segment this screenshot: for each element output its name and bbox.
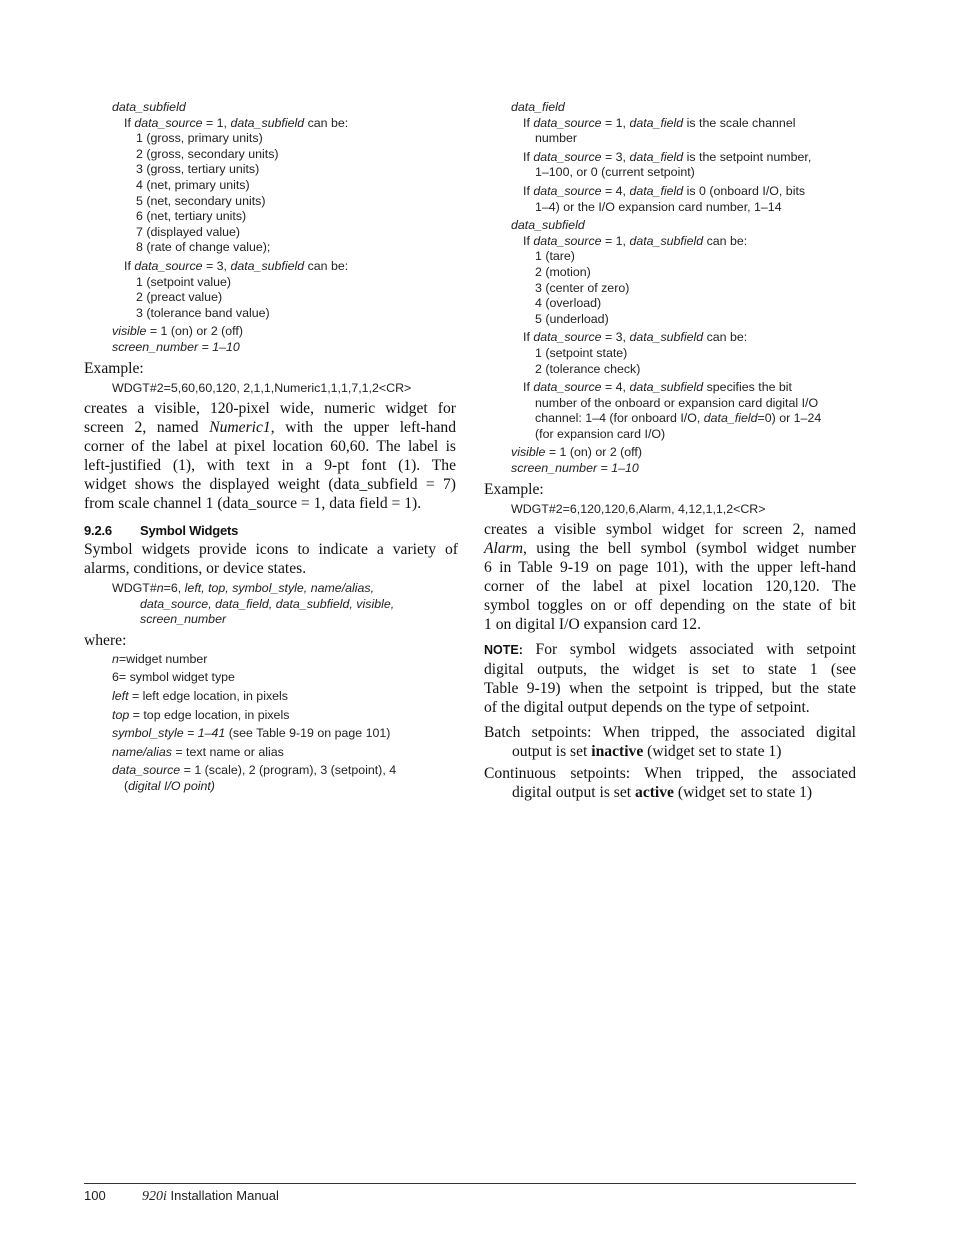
condition-line: If data_source = 3, data_subfield can be:: [523, 330, 748, 345]
list-item: 2 (preact value): [136, 290, 223, 305]
param-symbol-style: symbol_style = 1–41 (see Table 9-19 on page 101): [112, 726, 391, 741]
list-item: 2 (tolerance check): [535, 361, 641, 376]
example-command: WDGT#2=6,120,120,6,Alarm, 4,12,1,1,2<CR>: [511, 501, 766, 516]
param-name-alias: name/alias = text name or alias: [112, 744, 284, 759]
example-command: WDGT#2=5,60,60,120, 2,1,1,Numeric1,1,1,7,1,2<CR>: [112, 380, 412, 395]
batch-setpoints: Batch setpoints: When tripped, the associated digital output is set inactive (widget set to state 1): [484, 724, 856, 761]
param-n: n=widget number: [112, 651, 208, 666]
param-title-data-field: data_field: [511, 100, 565, 114]
list-item: 1 (setpoint value): [136, 274, 232, 289]
list-item: 3 (tolerance band value): [136, 305, 270, 320]
section-intro: Symbol widgets provide icons to indicate a variety of alarms, conditions, or device states.: [84, 541, 458, 578]
param-type: 6= symbol widget type: [112, 670, 235, 685]
condition-line: If data_source = 4, data_subfield specifies the bit: [523, 380, 793, 395]
condition-line: If data_source = 1, data_subfield can be:: [124, 115, 349, 130]
list-item: 5 (net, secondary units): [136, 193, 266, 208]
manual-title: 920i: [142, 1189, 167, 1204]
where-label: where:: [84, 631, 127, 649]
list-item: 8 (rate of change value);: [136, 240, 271, 255]
left-column: [84, 100, 458, 795]
condition-continuation: number: [535, 131, 578, 146]
list-item: 2 (motion): [535, 264, 591, 279]
list-item: 7 (displayed value): [136, 224, 241, 239]
page-number: 100: [84, 1188, 106, 1203]
list-item: 1 (gross, primary units): [136, 131, 263, 146]
section-heading: 9.2.6 Symbol Widgets: [84, 523, 239, 539]
note-label: NOTE:: [484, 643, 523, 658]
example-label: Example:: [84, 359, 144, 377]
list-item: 1 (setpoint state): [535, 345, 628, 360]
footer-rule: [84, 1183, 856, 1184]
example-description: creates a visible, 120-pixel wide, numeric widget for screen 2, named Numeric1, with the upper left-hand corner of the label at pixel location 60,60. The label is left-justified (1), with text in a 9-pt font (1). The widget shows the displayed weight (data_subfield = 7) from scale channel 1 (data_source = 1, data field = 1).: [84, 400, 456, 513]
list-item: 5 (underload): [535, 311, 609, 326]
param-title-data-subfield: data_subfield: [112, 100, 186, 114]
syntax-block: WDGT#n=6, left, top, symbol_style, name/alias, data_source, data_field, data_subfield, visible, screen_number: [112, 581, 395, 627]
condition-line: If data_source = 4, data_field is 0 (onboard I/O, bits: [523, 183, 806, 198]
condition-continuation: number of the onboard or expansion card digital I/O: [535, 395, 819, 410]
condition-continuation: channel: 1–4 (for onboard I/O, data_field=0) or 1–24: [535, 411, 822, 426]
list-item: 1 (tare): [535, 249, 575, 264]
list-item: 3 (center of zero): [535, 280, 630, 295]
param-visible: visible = 1 (on) or 2 (off): [511, 445, 642, 460]
right-column: [484, 100, 858, 802]
list-item: 6 (net, tertiary units): [136, 209, 247, 224]
continuous-setpoints: Continuous setpoints: When tripped, the associated digital output is set active (widget set to state 1): [484, 765, 856, 802]
condition-line: If data_source = 1, data_field is the scale channel: [523, 115, 796, 130]
condition-continuation: (for expansion card I/O): [535, 426, 666, 441]
condition-continuation: 1–100, or 0 (current setpoint): [535, 165, 695, 180]
condition-continuation: 1–4) or the I/O expansion card number, 1–14: [535, 199, 782, 214]
list-item: 4 (net, primary units): [136, 177, 250, 192]
param-title-data-subfield: data_subfield: [511, 218, 585, 233]
note-block: NOTE: For symbol widgets associated with setpoint digital outputs, the widget is set to state 1 (see Table 9-19) when the setpoint is tripped, but the state of the digital output depends on the type of setpoint.: [484, 641, 856, 717]
param-visible: visible = 1 (on) or 2 (off): [112, 324, 243, 339]
condition-line: If data_source = 3, data_subfield can be:: [124, 258, 349, 273]
manual-title-rest: Installation Manual: [166, 1188, 279, 1203]
condition-line: If data_source = 3, data_field is the setpoint number,: [523, 149, 812, 164]
example-description: creates a visible symbol widget for screen 2, named Alarm, using the bell symbol (symbol widget number 6 in Table 9-19 on page 101), with the upper left-hand corner of the label at pixel location 120,120. The symbol toggles on or off depending on the state of bit 1 on digital I/O expansion card 12.: [484, 521, 856, 634]
param-left: left = left edge location, in pixels: [112, 689, 288, 704]
param-top: top = top edge location, in pixels: [112, 707, 290, 722]
list-item: 2 (gross, secondary units): [136, 146, 279, 161]
list-item: 3 (gross, tertiary units): [136, 162, 260, 177]
condition-line: If data_source = 1, data_subfield can be:: [523, 233, 748, 248]
list-item: 4 (overload): [535, 296, 602, 311]
page-footer: [84, 1188, 584, 1205]
param-screen-number: screen_number = 1–10: [511, 461, 639, 476]
param-data-source: data_source = 1 (scale), 2 (program), 3 (setpoint), 4 (digital I/O point): [112, 763, 397, 794]
param-screen-number: screen_number = 1–10: [112, 339, 240, 354]
example-label: Example:: [484, 480, 544, 498]
